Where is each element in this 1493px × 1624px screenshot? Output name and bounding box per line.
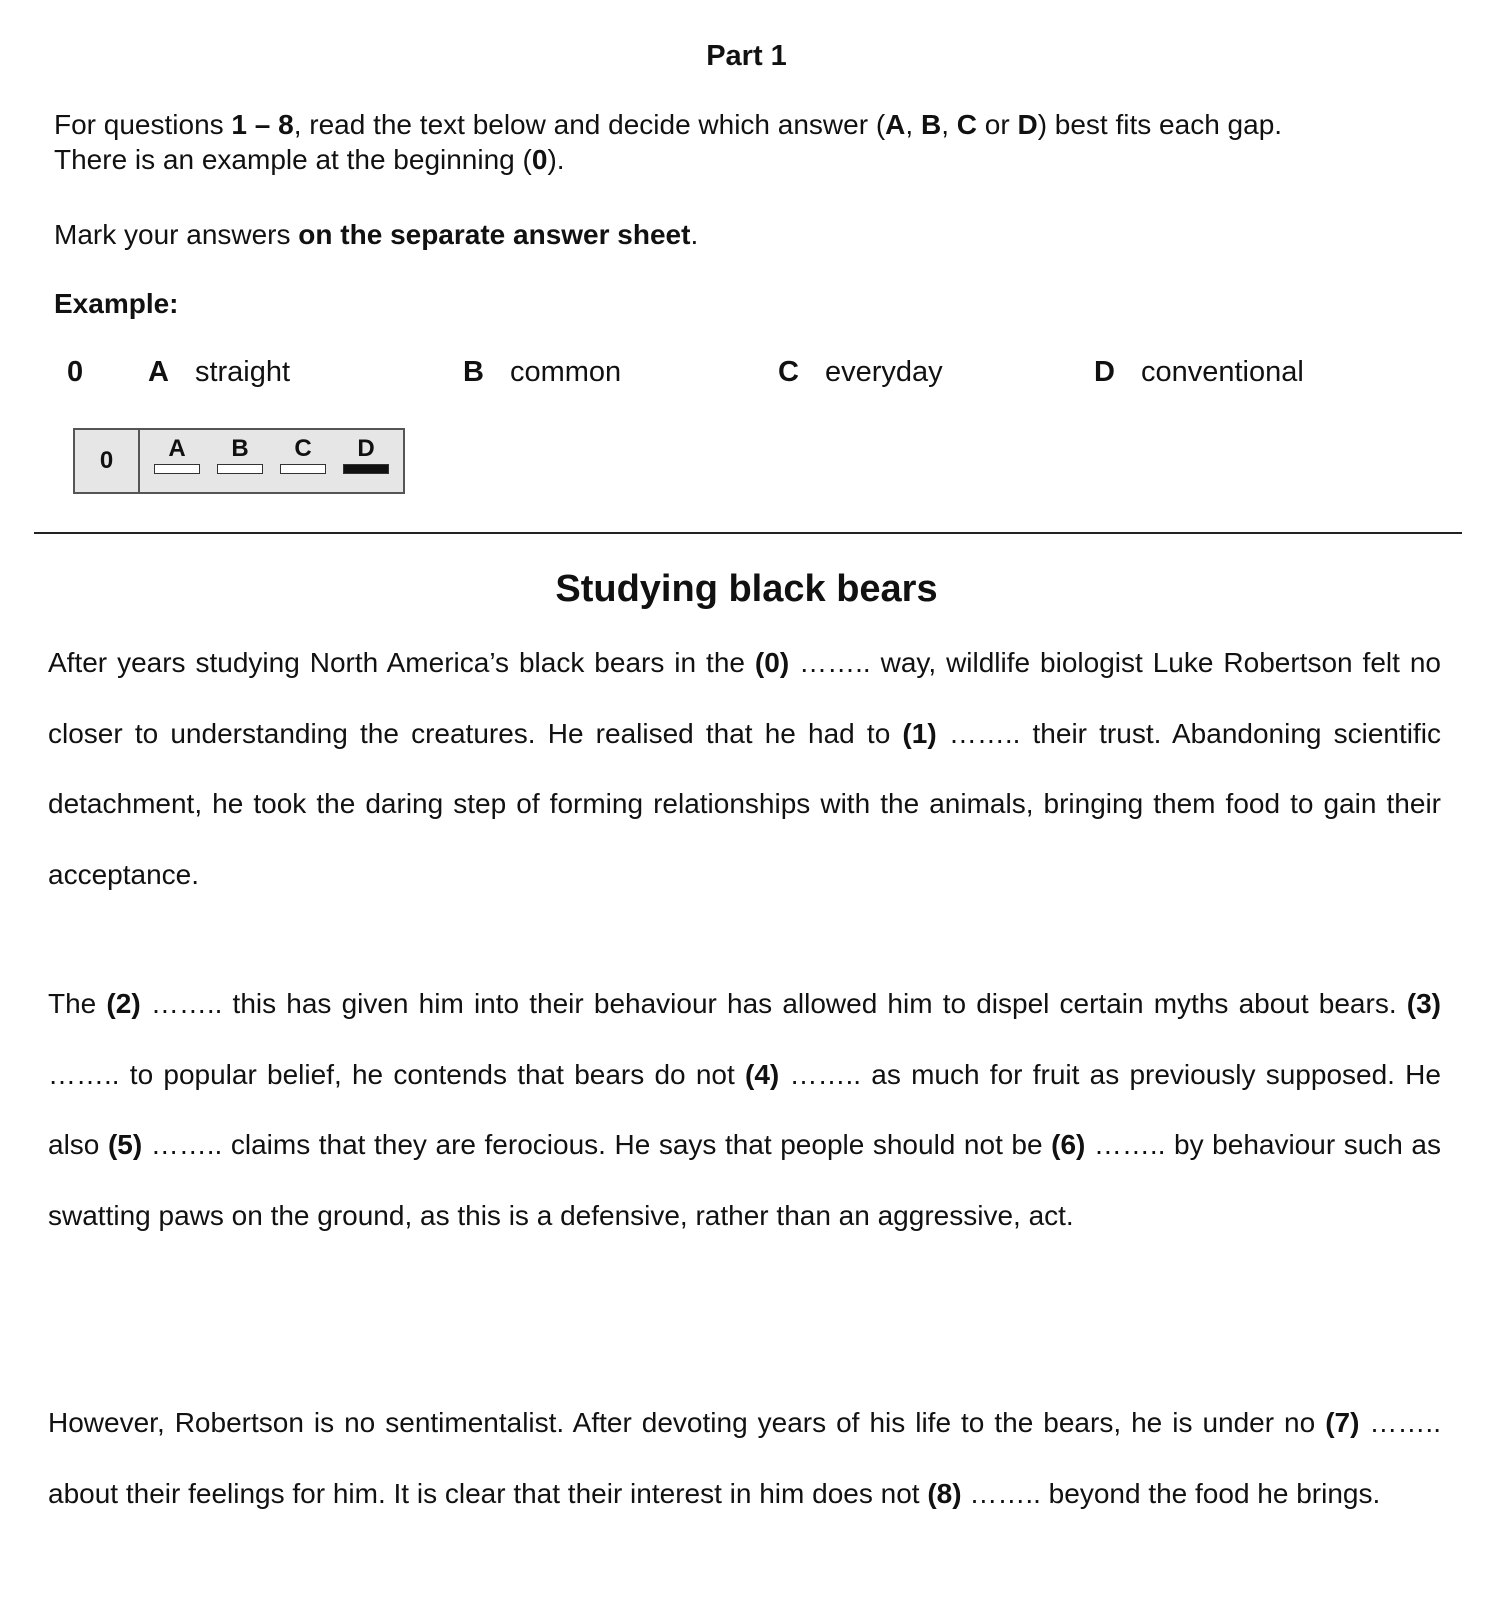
answer-bar-b bbox=[217, 464, 263, 474]
answer-bar-c bbox=[280, 464, 326, 474]
part-title: Part 1 bbox=[706, 40, 787, 72]
gap-6: (6) bbox=[1051, 1129, 1086, 1160]
paragraph-2: The (2) …….. this has given him into their behaviour has allowed him to dispel certain myths about bears. (3) …….. to popular belief, he contends that bears do not (4) …….. as much for fruit as previously supposed. He also (5) …….. claims that they are ferocious. He says that people should not be (6) …….. by behaviour such as swatting paws on the ground, as this is a defensive, rather than an aggressive, act. bbox=[48, 988, 1442, 1231]
gap-7: (7) bbox=[1325, 1407, 1360, 1438]
example-option-b: B common bbox=[463, 356, 622, 388]
example-option-d: D conventional bbox=[1094, 356, 1304, 388]
paragraph-3: However, Robertson is no sentimentalist. After devoting years of his life to the bears, he is under no (7) …….. about their feelings for him. It is clear that their interest in him does not (8) …….. beyond the food he brings. bbox=[48, 1407, 1441, 1509]
answer-cell-b: B bbox=[215, 436, 265, 474]
gap-0: (0) bbox=[754, 647, 790, 678]
example-label: Example: bbox=[54, 288, 179, 319]
section-divider bbox=[34, 532, 1462, 534]
example-option-c: C everyday bbox=[778, 356, 943, 388]
text-title: Studying black bears bbox=[555, 568, 938, 610]
gap-8: (8) bbox=[927, 1477, 962, 1509]
instructions-line-2: There is an example at the beginning (0). bbox=[54, 144, 565, 175]
mark-answers-instruction: Mark your answers on the separate answer sheet. bbox=[54, 219, 699, 250]
gap-4: (4) bbox=[745, 1058, 780, 1090]
gap-3: (3) bbox=[1406, 988, 1442, 1019]
answer-cell-c: C bbox=[278, 436, 328, 474]
answer-cell-a: A bbox=[152, 436, 202, 474]
answer-cell-d: D bbox=[341, 436, 391, 474]
answer-bar-a bbox=[154, 464, 200, 474]
instructions-line-1: For questions 1 – 8, read the text below and decide which answer (A, B, C or D) best fits each gap. bbox=[54, 109, 1283, 140]
answer-box-number: 0 bbox=[75, 430, 140, 492]
gap-5: (5) bbox=[107, 1129, 143, 1160]
example-option-a: A straight bbox=[148, 356, 291, 388]
example-answer-box bbox=[73, 428, 405, 494]
paragraph-1: After years studying North America’s black bears in the (0) …….. way, wildlife biologist Luke Robertson felt no closer to understanding the creatures. He realised that he had to (1) …….. their trust. Abandoning scientific detachment, he took the daring step of forming relationships with the animals, bringing them food to gain their acceptance. bbox=[48, 647, 1441, 890]
example-number: 0 bbox=[67, 356, 84, 388]
gap-2: (2) bbox=[106, 988, 141, 1019]
answer-bar-d-selected bbox=[343, 464, 389, 474]
gap-1: (1) bbox=[902, 717, 937, 749]
